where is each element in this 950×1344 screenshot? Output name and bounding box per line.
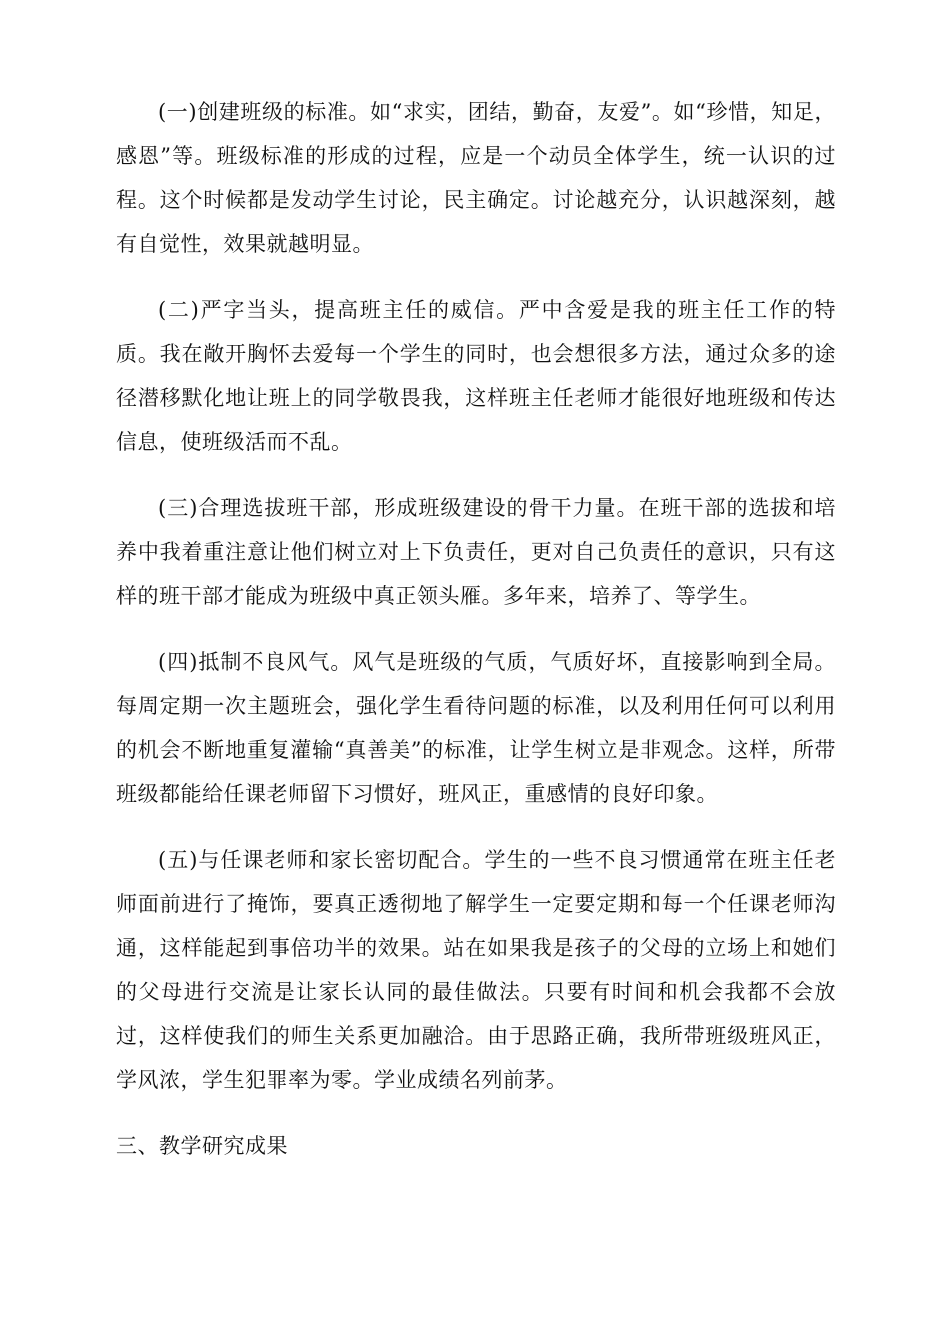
paragraph-3: (三)合理选拔班干部，形成班级建设的骨干力量。在班干部的选拔和培养中我着重注意让他们树立对上下负责任，更对自己负责任的意识，只有这样的班干部才能成为班级中真正领头雁。多年来，培养了、等学生。 <box>116 496 836 608</box>
paragraph-5: (五)与任课老师和家长密切配合。学生的一些不良习惯通常在班主任老师面前进行了掩饰，要真正透彻地了解学生一定要定期和每一个任课老师沟通，这样能起到事倍功半的效果。站在如果我是孩子的父母的立场上和她们的父母进行交流是让家长认同的最佳做法。只要有时间和机会我都不会放过，这样使我们的师生关系更加融洽。由于思路正确，我所带班级班风正，学风浓，学生犯罪率为零。学业成绩名列前茅。 <box>116 848 836 1092</box>
section-heading: 三、教学研究成果 <box>116 1134 288 1158</box>
paragraph-2: (二)严字当头，提高班主任的威信。严中含爱是我的班主任工作的特质。我在敞开胸怀去爱每一个学生的同时，也会想很多方法，通过众多的途径潜移默化地让班上的同学敬畏我，这样班主任老师才能很好地班级和传达信息，使班级活而不乱。 <box>116 298 836 454</box>
paragraph-1: (一)创建班级的标准。如“求实，团结，勤奋，友爱”。如“珍惜，知足，感恩”等。班级标准的形成的过程，应是一个动员全体学生，统一认识的过程。这个时候都是发动学生讨论，民主确定。讨论越充分，认识越深刻，越有自觉性，效果就越明显。 <box>116 100 836 256</box>
paragraph-4: (四)抵制不良风气。风气是班级的气质，气质好坏，直接影响到全局。每周定期一次主题班会，强化学生看待问题的标准，以及利用任何可以利用的机会不断地重复灌输“真善美”的标准，让学生树立是非观念。这样，所带班级都能给任课老师留下习惯好，班风正，重感情的良好印象。 <box>116 650 836 806</box>
document-body <box>116 90 836 1168</box>
